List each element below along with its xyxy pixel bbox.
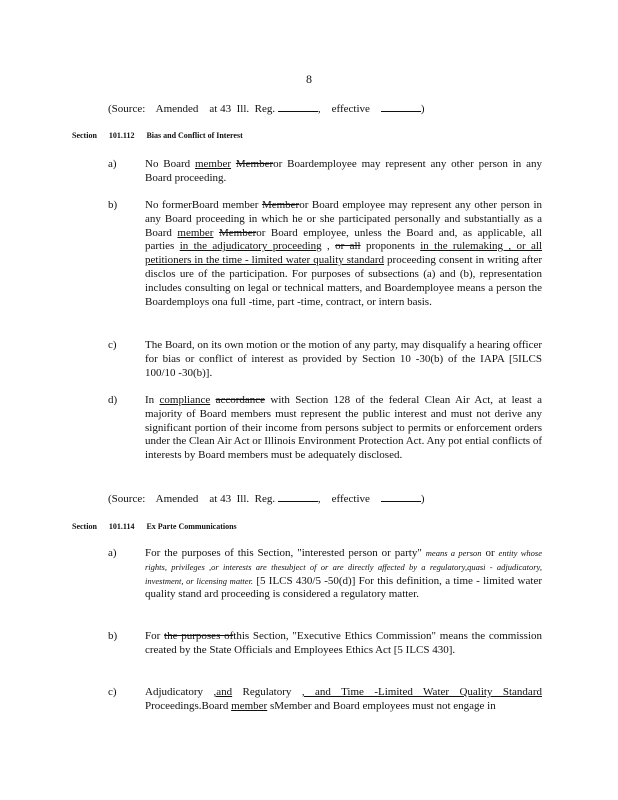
subsection-d [108, 394, 542, 463]
blank-line [381, 102, 421, 112]
subsection-c [108, 686, 542, 714]
page-number: 8 [306, 72, 312, 86]
source-prefix: (Source: Amended at 43 Ill. Reg. [108, 103, 276, 115]
subsection-text [145, 547, 542, 602]
text-run: sMember and Board employees must not engage in [267, 699, 496, 712]
source-comma: , [317, 103, 321, 115]
quoted-statute: means a person [425, 548, 482, 558]
deleted-text: Member [261, 199, 300, 211]
subsection-b [108, 630, 542, 658]
source-close: ) [420, 103, 425, 115]
text-run: For the purposes of this Section, "interested person or party" [145, 547, 426, 559]
source-effective: effective [331, 493, 370, 505]
text-run: Adjudicatory [145, 686, 214, 698]
text-run: proceeding consent in writing after disclos ure of the participation. For purposes of subsections (a) and (b), representation includes consulting on legal or technical matters, and Boardemployee means a person the Boardemploys ona full -time, part -time, contract, or intern basis. [145, 254, 542, 308]
subsection-c [108, 339, 542, 380]
inserted-text: member [177, 226, 214, 239]
inserted-text: in the rulemaking , or all petitioners in the time - limited water quality standard [145, 240, 543, 267]
section-title: Ex Parte Communications [146, 522, 237, 531]
source-note [108, 102, 425, 115]
deleted-text: the purposes of [164, 630, 234, 642]
inserted-text: in the adjudicatory proceeding [179, 240, 322, 253]
blank-line [278, 102, 318, 112]
subsection-text [145, 686, 542, 714]
text-run: or Board employee may represent any other person in any Board proceeding in which he or she participated personally and substantially as a Board [145, 199, 542, 239]
text-run: this Section, "Executive Ethics Commission" means the commission created by the State Officials and Employees Ethics Act [5 ILCS 430]. [145, 630, 542, 656]
inserted-text: member [194, 158, 232, 170]
section-title: Bias and Conflict of Interest [146, 131, 243, 140]
subsection-letter: a) [108, 547, 117, 559]
source-note [108, 492, 425, 505]
text-run: For [145, 630, 165, 642]
inserted-text: compliance [159, 394, 211, 406]
subsection-letter: a) [108, 158, 117, 170]
source-close: ) [420, 493, 425, 505]
text-run: or Board employee, unless the Board and, as applicable, all parties [145, 226, 542, 253]
deleted-text: Member [218, 226, 257, 239]
subsection-text [145, 199, 542, 309]
subsection-b [108, 199, 542, 309]
text-run: or Boardemployee may represent any other person in any Board proceeding. [145, 158, 543, 184]
section-heading [72, 131, 255, 140]
subsection-letter: b) [108, 630, 118, 642]
text-run: Proceedings.Board [145, 699, 232, 712]
inserted-text: ,and [213, 686, 233, 698]
subsection-a [108, 547, 542, 602]
deleted-text: or all [335, 240, 361, 253]
text-run: , [321, 240, 336, 253]
deleted-text: accordance [215, 394, 266, 406]
text-run: No Board [145, 158, 195, 170]
text-run: No formerBoard member [145, 199, 262, 211]
section-number: 101.114 [108, 522, 135, 531]
text-run: or [481, 547, 499, 559]
section-label: Section [72, 522, 97, 531]
section-number: 101.112 [108, 131, 135, 140]
subsection-text: The Board, on its own motion or the motion of any party, may disqualify a hearing officer for bias or conflict of interest as provided by Section 10 -30(b) of the IAPA [5ILCS 100/10 -30(b)]. [145, 339, 542, 379]
subsection-text [145, 158, 542, 186]
source-prefix: (Source: Amended at 43 Ill. Reg. [108, 493, 276, 505]
inserted-text: member [231, 699, 268, 712]
text-run: [5 ILCS 430/5 -50(d)] For this definition, a time - limited water quality stand ard proceeding is considered a regulatory matter. [145, 574, 542, 601]
source-comma: , [317, 493, 321, 505]
text-run: with Section 128 of the federal Clean Air Act, at least a majority of Board members must represent the public interest and must not derive any significant portion of their income from persons subject to permits or enforcement orders under the Clean Air Act or Illinois Environment Protection Act. Any pot ential conflicts of interests by Board members must be adequately disclosed. [145, 394, 543, 462]
subsection-letter: b) [108, 199, 118, 211]
blank-line [381, 492, 421, 502]
subsection-letter: c) [108, 686, 117, 698]
section-heading [72, 522, 249, 531]
subsection-letter: d) [108, 394, 118, 406]
subsection-text [145, 630, 542, 658]
quoted-statute: entity whose rights, privileges ,or interests are thesubject of or are directly affected by a regulatory,quasi - adjudicatory, investment, or licensing matter. [145, 548, 542, 586]
deleted-text: Member [235, 158, 274, 170]
section-label: Section [72, 131, 97, 140]
blank-line [278, 492, 318, 502]
source-effective: effective [331, 103, 370, 115]
subsection-text [145, 394, 542, 463]
subsection-letter: c) [108, 339, 117, 351]
subsection-a [108, 158, 542, 186]
inserted-text: , and Time -Limited Water Quality Standard [301, 686, 542, 698]
text-run: Regulatory [232, 686, 302, 698]
text-run: In [145, 394, 160, 406]
text-run: proponents [360, 240, 421, 253]
